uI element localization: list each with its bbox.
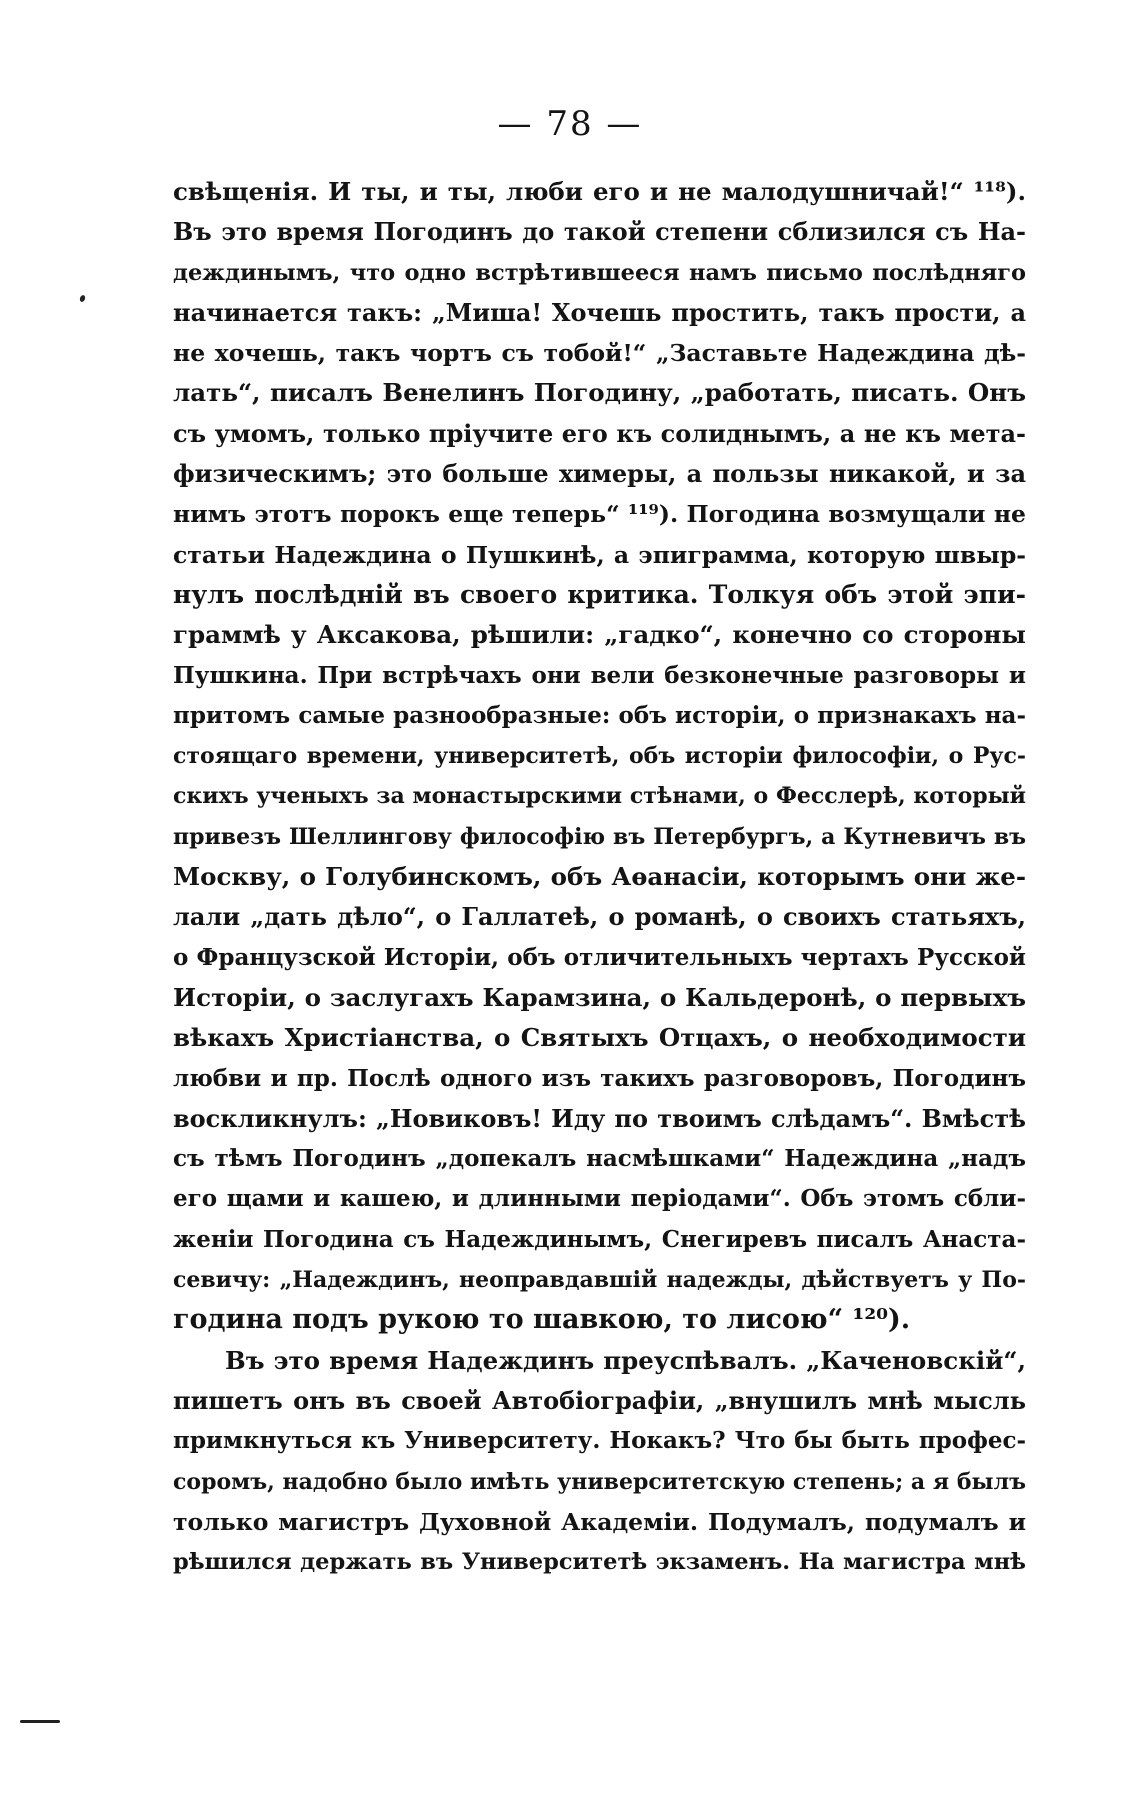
text-line: привезъ Шеллингову философію въ Петербургъ, а Кутневичъ въ <box>173 823 1026 850</box>
margin-dash <box>20 1720 60 1723</box>
text-line: лать“, писалъ Венелинъ Погодину, „работать, писать. Онъ <box>173 378 1026 408</box>
text-line: пишетъ онъ въ своей Автобіографіи, „внушилъ мнѣ мысль <box>173 1385 1026 1415</box>
text-line: съ умомъ, только пріучите его къ солиднымъ, а не къ мета- <box>173 418 1026 448</box>
text-line: свѣщенія. И ты, и ты, люби его и не малодушничай!“ ¹¹⁸). <box>173 177 1026 206</box>
margin-mark <box>79 294 86 302</box>
text-line: Въ это время Надеждинъ преуспѣвалъ. „Каченовскій“, <box>225 1345 1026 1375</box>
text-line: любви и пр. Послѣ одного изъ такихъ разговоровъ, Погодинъ <box>173 1064 1026 1092</box>
text-line: статьи Надеждина о Пушкинѣ, а эпиграмма, которую швыр- <box>173 540 1026 569</box>
text-line: физическимъ; это больше химеры, а пользы никакой, и за <box>173 459 1026 489</box>
text-line: вѣкахъ Христіанства, о Святыхъ Отцахъ, о необходимости <box>173 1023 1026 1053</box>
text-line: нимъ этотъ порокъ еще теперь“ ¹¹⁹). Погодина возмущали не <box>173 500 1026 529</box>
text-line: только магистръ Духовной Академіи. Подумалъ, подумалъ и <box>173 1507 1026 1536</box>
text-line: соромъ, надобно было имѣть университетскую степень; а я былъ <box>173 1468 1026 1495</box>
text-line: граммѣ у Аксакова, рѣшили: „гадко“, конечно со стороны <box>173 620 1026 650</box>
text-line: рѣшился держать въ Университетѣ экзаменъ. На магистра мнѣ <box>173 1549 1026 1576</box>
text-line: его щами и кашею, и длинными періодами“. Объ этомъ сбли- <box>173 1185 1026 1213</box>
text-line: година подъ рукою то шавкою, то лисою“ ¹²⁰). <box>173 1304 911 1336</box>
text-line: Москву, о Голубинскомъ, объ Аѳанасіи, которымъ они же- <box>173 862 1026 892</box>
text-line: стоящаго времени, университетѣ, объ исторіи философіи, о Рус- <box>173 743 1026 770</box>
text-line: притомъ самые разнообразные: объ исторіи, о признакахъ на- <box>173 701 1026 729</box>
text-line: воскликнулъ: „Новиковъ! Иду по твоимъ слѣдамъ“. Вмѣстѣ <box>173 1103 1026 1133</box>
text-line: начинается такъ: „Миша! Хочешь простить, такъ прости, а <box>173 297 1026 327</box>
text-line: Въ это время Погодинъ до такой степени сблизился съ На- <box>173 217 1026 247</box>
text-line: съ тѣмъ Погодинъ „допекалъ насмѣшками“ Надеждина „надъ <box>173 1145 1026 1173</box>
text-line: женіи Погодина съ Надеждинымъ, Снегиревъ писалъ Анаста- <box>173 1225 1026 1253</box>
page-number: — 78 — <box>497 104 643 144</box>
text-line: деждинымъ, что одно встрѣтившееся намъ письмо послѣдняго <box>173 259 1026 286</box>
text-line: нулъ послѣдній въ своего критика. Толкуя объ этой эпи- <box>173 579 1026 609</box>
text-line: не хочешь, такъ чортъ съ тобой!“ „Заставьте Надеждина дѣ- <box>173 339 1026 368</box>
body-text <box>173 172 1026 1582</box>
text-line: о Французской Исторіи, объ отличительныхъ чертахъ Русской <box>173 943 1026 971</box>
text-line: лали „дать дѣло“, о Галлатеѣ, о романѣ, о своихъ статьяхъ, <box>173 902 1026 932</box>
text-line: примкнуться къ Университету. Нокакъ? Что бы быть профес- <box>173 1427 1026 1455</box>
text-line: Исторіи, о заслугахъ Карамзина, о Кальдеронѣ, о первыхъ <box>173 982 1026 1012</box>
text-line: скихъ ученыхъ за монастырскими стѣнами, о Фесслерѣ, который <box>173 783 1026 810</box>
text-line: севичу: „Надеждинъ, неоправдавшій надежды, дѣйствуетъ у По- <box>173 1267 1026 1294</box>
text-line: Пушкина. При встрѣчахъ они вели безконечные разговоры и <box>173 661 1026 689</box>
